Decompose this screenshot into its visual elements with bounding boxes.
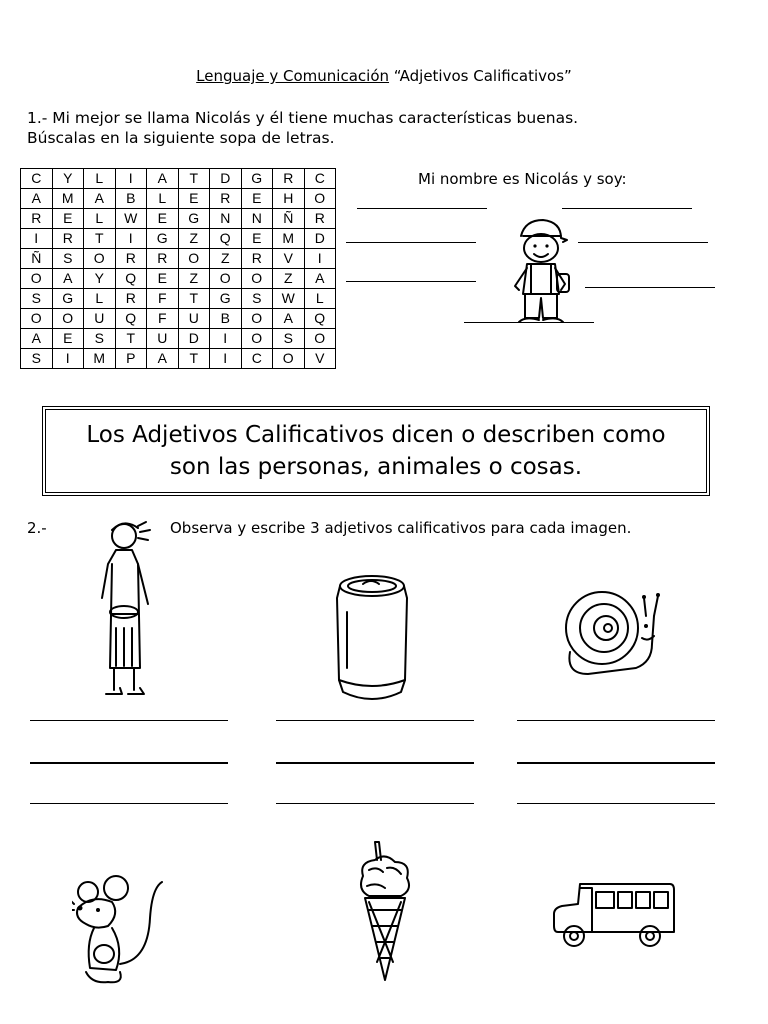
grid-cell[interactable]: B: [210, 309, 242, 329]
grid-row: [21, 209, 336, 229]
definition-line2: son las personas, animales o cosas.: [169, 454, 583, 480]
grid-cell[interactable]: L: [147, 189, 179, 209]
grid-cell[interactable]: O: [241, 329, 273, 349]
grid-cell[interactable]: O: [178, 249, 210, 269]
grid-row: [21, 169, 336, 189]
writing-line[interactable]: [30, 720, 228, 721]
boy-nicolas-illustration: [505, 214, 575, 330]
grid-cell[interactable]: T: [178, 169, 210, 189]
grid-cell[interactable]: R: [241, 249, 273, 269]
soda-can-illustration: [333, 572, 411, 706]
grid-row: [21, 329, 336, 349]
grid-cell[interactable]: S: [52, 249, 84, 269]
grid-cell[interactable]: G: [178, 209, 210, 229]
definition-line1: Los Adjetivos Calificativos dicen o describen como: [86, 422, 666, 448]
grid-cell[interactable]: E: [241, 229, 273, 249]
grid-cell[interactable]: Y: [52, 169, 84, 189]
grid-cell[interactable]: A: [84, 189, 116, 209]
grid-cell[interactable]: I: [52, 349, 84, 369]
exercise1-line1: 1.- Mi mejor se llama Nicolás y él tiene muchas características buenas.: [27, 109, 579, 127]
grid-cell[interactable]: T: [178, 289, 210, 309]
grid-cell[interactable]: I: [210, 349, 242, 369]
grid-cell[interactable]: L: [84, 209, 116, 229]
grid-row: [21, 309, 336, 329]
exercise2-instruction: Observa y escribe 3 adjetivos calificativos para cada imagen.: [170, 519, 632, 537]
grid-cell[interactable]: R: [304, 209, 336, 229]
grid-cell[interactable]: M: [52, 189, 84, 209]
grid-row: [21, 229, 336, 249]
page-title: [0, 67, 768, 85]
grid-cell[interactable]: E: [241, 189, 273, 209]
grid-cell[interactable]: Y: [84, 269, 116, 289]
ice-cream-cone-illustration: [355, 840, 415, 984]
grid-cell[interactable]: R: [210, 189, 242, 209]
grid-cell[interactable]: N: [210, 209, 242, 229]
grid-cell[interactable]: O: [21, 269, 53, 289]
grid-cell[interactable]: O: [304, 189, 336, 209]
grid-cell[interactable]: C: [21, 169, 53, 189]
bus-illustration: [550, 878, 676, 952]
grid-cell[interactable]: E: [147, 269, 179, 289]
grid-cell[interactable]: E: [52, 209, 84, 229]
grid-cell[interactable]: T: [115, 329, 147, 349]
grid-cell[interactable]: N: [241, 209, 273, 229]
grid-cell[interactable]: O: [210, 269, 242, 289]
writing-line[interactable]: [276, 720, 474, 721]
grid-cell[interactable]: M: [84, 349, 116, 369]
grid-cell[interactable]: Z: [178, 229, 210, 249]
grid-cell[interactable]: I: [115, 169, 147, 189]
grid-cell[interactable]: O: [84, 249, 116, 269]
answer-blank[interactable]: [346, 242, 476, 243]
grid-cell[interactable]: Q: [304, 309, 336, 329]
answer-blank[interactable]: [578, 242, 708, 243]
snail-illustration: [556, 582, 666, 682]
mouse-illustration: [72, 868, 168, 998]
grandmother-illustration: [94, 518, 160, 704]
grid-cell[interactable]: Ñ: [273, 209, 305, 229]
grid-cell[interactable]: M: [273, 229, 305, 249]
writing-line[interactable]: [276, 803, 474, 804]
grid-cell[interactable]: H: [273, 189, 305, 209]
grid-cell[interactable]: U: [147, 329, 179, 349]
answer-blank[interactable]: [562, 208, 692, 209]
grid-cell[interactable]: U: [84, 309, 116, 329]
grid-cell[interactable]: P: [115, 349, 147, 369]
answer-blank[interactable]: [357, 208, 487, 209]
writing-line[interactable]: [517, 720, 715, 721]
grid-cell[interactable]: A: [304, 269, 336, 289]
writing-line[interactable]: [517, 803, 715, 804]
answer-blank[interactable]: [585, 287, 715, 288]
grid-cell[interactable]: R: [115, 249, 147, 269]
grid-cell[interactable]: A: [273, 309, 305, 329]
grid-cell[interactable]: A: [21, 189, 53, 209]
grid-cell[interactable]: A: [147, 169, 179, 189]
grid-cell[interactable]: A: [52, 269, 84, 289]
grid-cell[interactable]: U: [178, 309, 210, 329]
grid-cell[interactable]: D: [210, 169, 242, 189]
grid-cell[interactable]: E: [52, 329, 84, 349]
grid-cell[interactable]: V: [304, 349, 336, 369]
writing-line[interactable]: [30, 803, 228, 804]
grid-cell[interactable]: D: [178, 329, 210, 349]
grid-cell[interactable]: L: [84, 169, 116, 189]
grid-cell[interactable]: O: [21, 309, 53, 329]
exercise1-instructions: [27, 108, 578, 148]
exercise2-number: 2.-: [27, 519, 47, 537]
grid-cell[interactable]: Q: [115, 269, 147, 289]
grid-cell[interactable]: G: [52, 289, 84, 309]
answer-blank[interactable]: [346, 281, 476, 282]
grid-row: [21, 249, 336, 269]
grid-cell[interactable]: G: [241, 169, 273, 189]
definition-text: [45, 409, 707, 493]
grid-cell[interactable]: E: [178, 189, 210, 209]
grid-row: [21, 269, 336, 289]
grid-cell[interactable]: S: [273, 329, 305, 349]
grid-cell[interactable]: S: [21, 289, 53, 309]
grid-cell[interactable]: L: [304, 289, 336, 309]
grid-cell[interactable]: I: [210, 329, 242, 349]
grid-cell[interactable]: F: [147, 289, 179, 309]
grid-cell[interactable]: I: [304, 249, 336, 269]
grid-row: [21, 289, 336, 309]
writing-line[interactable]: [276, 762, 474, 764]
grid-cell[interactable]: S: [84, 329, 116, 349]
grid-cell[interactable]: I: [115, 229, 147, 249]
grid-cell[interactable]: F: [147, 309, 179, 329]
writing-line[interactable]: [517, 762, 715, 764]
grid-cell[interactable]: Ñ: [21, 249, 53, 269]
grid-cell[interactable]: S: [241, 289, 273, 309]
nicolas-caption: Mi nombre es Nicolás y soy:: [418, 170, 627, 188]
grid-cell[interactable]: S: [21, 349, 53, 369]
grid-cell[interactable]: E: [147, 209, 179, 229]
grid-row: [21, 189, 336, 209]
grid-cell[interactable]: R: [147, 249, 179, 269]
grid-cell[interactable]: A: [21, 329, 53, 349]
grid-cell[interactable]: R: [52, 229, 84, 249]
grid-cell[interactable]: R: [273, 169, 305, 189]
grid-cell[interactable]: Z: [210, 249, 242, 269]
grid-cell[interactable]: O: [273, 349, 305, 369]
grid-cell[interactable]: C: [241, 349, 273, 369]
writing-line[interactable]: [30, 762, 228, 764]
grid-cell[interactable]: V: [273, 249, 305, 269]
grid-cell[interactable]: O: [241, 309, 273, 329]
grid-cell[interactable]: B: [115, 189, 147, 209]
grid-cell[interactable]: O: [241, 269, 273, 289]
grid-cell[interactable]: T: [84, 229, 116, 249]
grid-cell[interactable]: Q: [210, 229, 242, 249]
grid-cell[interactable]: C: [304, 169, 336, 189]
grid-cell[interactable]: Z: [273, 269, 305, 289]
grid-cell[interactable]: O: [52, 309, 84, 329]
definition-box: [42, 406, 710, 496]
grid-cell[interactable]: A: [147, 349, 179, 369]
grid-cell[interactable]: W: [273, 289, 305, 309]
grid-cell[interactable]: G: [210, 289, 242, 309]
grid-cell[interactable]: I: [21, 229, 53, 249]
grid-cell[interactable]: G: [147, 229, 179, 249]
topic-label: “Adjetivos Calificativos”: [393, 67, 572, 85]
grid-cell[interactable]: O: [304, 329, 336, 349]
exercise1-line2: Búscalas en la siguiente sopa de letras.: [27, 129, 335, 147]
grid-cell[interactable]: Z: [178, 269, 210, 289]
grid-cell[interactable]: L: [84, 289, 116, 309]
grid-cell[interactable]: W: [115, 209, 147, 229]
word-search-grid: [20, 168, 336, 369]
grid-cell[interactable]: R: [21, 209, 53, 229]
grid-cell[interactable]: T: [178, 349, 210, 369]
subject-label: Lenguaje y Comunicación: [196, 67, 390, 85]
grid-cell[interactable]: R: [115, 289, 147, 309]
grid-cell[interactable]: Q: [115, 309, 147, 329]
grid-row: [21, 349, 336, 369]
grid-cell[interactable]: D: [304, 229, 336, 249]
